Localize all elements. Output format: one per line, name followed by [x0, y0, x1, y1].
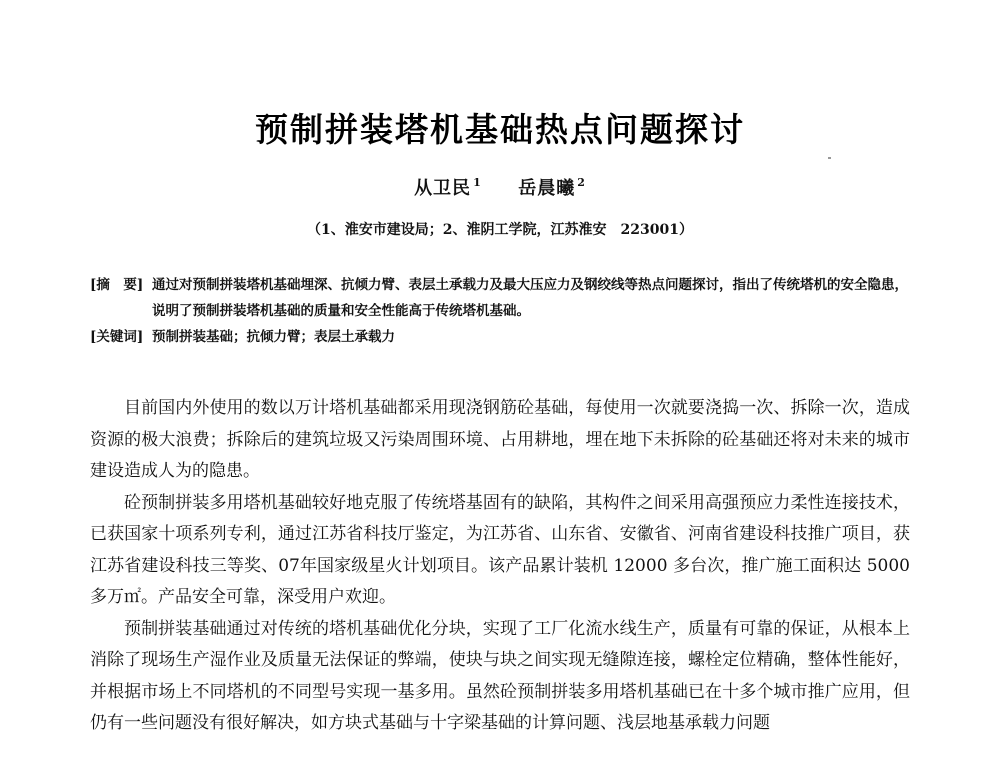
scan-speck [828, 157, 831, 159]
abstract-row [90, 272, 910, 324]
author-name: 从卫民 [414, 178, 472, 199]
abstract-block [90, 272, 910, 350]
keywords-text: 预制拼装基础；抗倾力臂；表层土承载力 [152, 329, 395, 345]
body-text [90, 393, 910, 740]
abstract-label: [摘 要] [90, 277, 144, 293]
body-paragraph: 砼预制拼装多用塔机基础较好地克服了传统塔基固有的缺陷，其构件之间采用高强预应力柔性连接技术，已获国家十项系列专利，通过江苏省科技厅鉴定，为江苏省、山东省、安徽省、河南省建设科技推广项目，获江苏省建设科技三等奖、07年国家级星火计划项目。该产品累计装机 12000 多台次，推广施工面积达 5000 多万㎡。产品安全可靠，深受用户欢迎。 [90, 492, 910, 607]
paper-title: 预制拼装塔机基础热点问题探讨 [255, 110, 745, 149]
author-affiliation-mark: 2 [577, 176, 586, 189]
keywords-label: [关键词] [90, 329, 144, 345]
affiliation-line: （1、淮安市建设局；2、淮阴工学院，江苏淮安 223001） [307, 222, 693, 238]
author-affiliation-mark: 1 [473, 176, 482, 189]
keywords-row [90, 324, 910, 350]
abstract-text: 通过对预制拼装塔机基础埋深、抗倾力臂、表层土承载力及最大压应力及钢绞线等热点问题探讨，指出了传统塔机的安全隐患，说明了预制拼装塔机基础的质量和安全性能高于传统塔机基础。 [152, 277, 908, 319]
author-line [0, 174, 1000, 200]
author-name: 岳晨曦 [518, 178, 576, 199]
body-paragraph: 预制拼装基础通过对传统的塔机基础优化分块，实现了工厂化流水线生产，质量有可靠的保证，从根本上消除了现场生产湿作业及质量无法保证的弊端，使块与块之间实现无缝隙连接，螺栓定位精确，整体性能好，并根据市场上不同塔机的不同型号实现一基多用。虽然砼预制拼装多用塔机基础已在十多个城市推广应用，但仍有一些问题没有很好解决，如方块式基础与十字梁基础的计算问题、浅层地基承载力问题 [90, 618, 910, 733]
body-paragraph: 目前国内外使用的数以万计塔机基础都采用现浇钢筋砼基础，每使用一次就要浇捣一次、拆除一次，造成资源的极大浪费；拆除后的建筑垃圾又污染周围环境、占用耕地，埋在地下未拆除的砼基础还将对未来的城市建设造成人为的隐患。 [90, 398, 910, 481]
